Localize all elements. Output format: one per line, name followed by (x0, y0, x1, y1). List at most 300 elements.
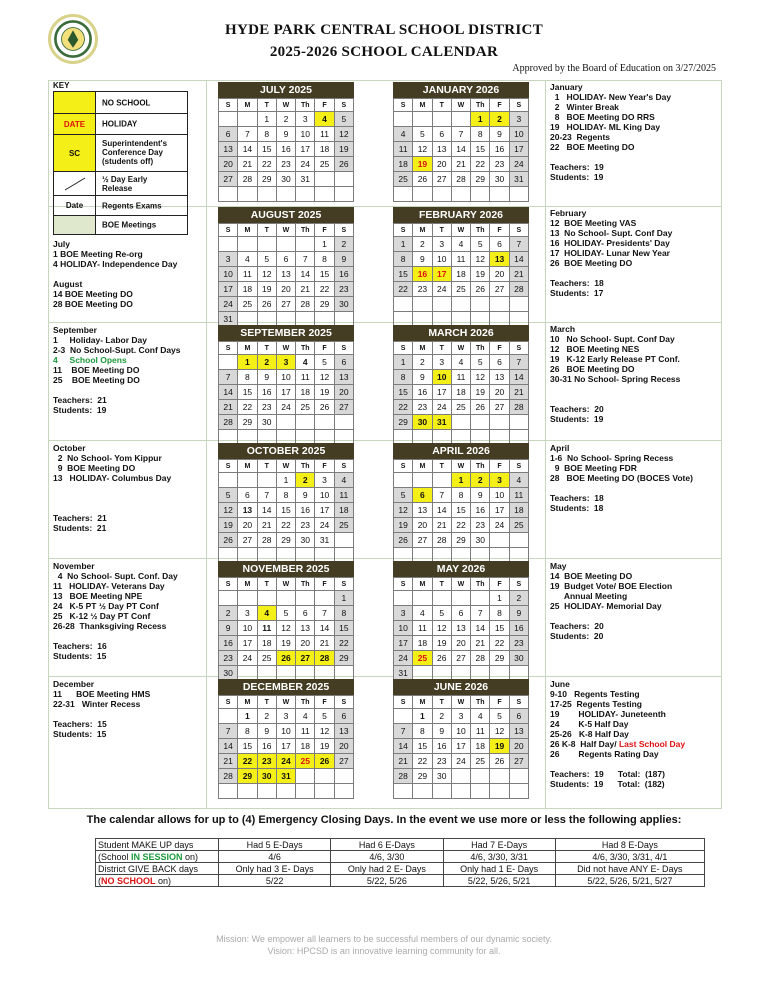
weekday-label: F (490, 460, 509, 473)
day-cell: 10 (394, 621, 413, 636)
note-line: 26 K-8 Half Day/ Last School Day (550, 739, 686, 749)
calendar-november-2025 (218, 561, 354, 681)
note-line: 4 HOLIDAY- Independence Day (53, 259, 178, 269)
day-cell: 12 (394, 503, 413, 518)
day-cell: 29 (451, 533, 470, 548)
note-line: 9-10 Regents Testing (550, 689, 640, 699)
day-cell: 17 (394, 636, 413, 651)
day-cell: 18 (296, 739, 315, 754)
day-cell: 10 (490, 488, 509, 503)
day-cell: 22 (471, 157, 490, 172)
day-cell: 24 (315, 518, 334, 533)
day-cell (296, 415, 315, 430)
key-row-regents: Date Regents Exams (54, 196, 187, 216)
day-cell: 2 (413, 355, 432, 370)
day-cell: 26 (471, 400, 490, 415)
day-cell: 14 (315, 621, 334, 636)
weekday-label: Th (296, 460, 315, 473)
note-line: Students: 21 (53, 523, 107, 533)
day-cell: 2 (276, 112, 295, 127)
day-cell: 31 (315, 533, 334, 548)
note-line: Teachers: 21 (53, 513, 107, 523)
note-line: Teachers: 18 (550, 278, 604, 288)
day-cell: 23 (413, 282, 432, 297)
weekday-label: Th (471, 342, 490, 355)
notes-march (550, 324, 680, 424)
note-line: 8 BOE Meeting DO RRS (550, 112, 655, 122)
day-cell: 7 (451, 127, 470, 142)
emergency-cell: Had 5 E-Days (219, 839, 331, 851)
note-line (550, 759, 685, 769)
divider (48, 808, 722, 809)
day-cell: 12 (315, 724, 334, 739)
day-cell: 4 (394, 127, 413, 142)
day-cell (257, 473, 276, 488)
day-cell: 21 (509, 267, 528, 282)
vision-statement: Vision: HPCSD is an innovative learning community for all. (267, 946, 501, 956)
weekday-label: M (238, 224, 257, 237)
weekday-label: Th (471, 460, 490, 473)
day-cell: 5 (471, 237, 490, 252)
notes-september (53, 325, 181, 415)
day-cell: 7 (257, 488, 276, 503)
day-cell: 3 (490, 473, 509, 488)
day-cell: 15 (471, 142, 490, 157)
day-cell (394, 784, 413, 799)
day-cell: 16 (471, 503, 490, 518)
weekday-label: Th (471, 224, 490, 237)
note-line: Teachers: 20 (550, 621, 604, 631)
day-cell: 18 (394, 157, 413, 172)
weekday-label: T (432, 99, 451, 112)
day-cell: 11 (315, 127, 334, 142)
note-line (550, 611, 672, 621)
day-cell: 22 (257, 157, 276, 172)
day-cell (451, 769, 470, 784)
day-cell (334, 769, 353, 784)
day-cell: 26 (334, 157, 353, 172)
day-cell: 22 (413, 754, 432, 769)
day-cell: 2 (296, 473, 315, 488)
day-cell: 17 (276, 739, 295, 754)
day-cell: 28 (451, 172, 470, 187)
key-title: KEY (53, 81, 70, 90)
day-cell: 20 (490, 267, 509, 282)
day-cell: 20 (238, 518, 257, 533)
day-cell (334, 784, 353, 799)
day-cell (315, 591, 334, 606)
day-cell: 31 (296, 172, 315, 187)
day-cell: 25 (451, 282, 470, 297)
day-cell: 13 (296, 621, 315, 636)
day-cell: 4 (296, 355, 315, 370)
day-cell: 26 (432, 651, 451, 666)
day-cell: 8 (315, 252, 334, 267)
day-cell (471, 769, 490, 784)
approved-note: Approved by the Board of Education on 3/27/2025 (512, 63, 716, 74)
weekday-label: M (413, 224, 432, 237)
day-cell (490, 769, 509, 784)
day-cell: 7 (394, 724, 413, 739)
note-line (550, 384, 680, 394)
emergency-row (96, 863, 705, 875)
day-cell: 27 (509, 754, 528, 769)
emergency-cell: (School IN SESSION on) (96, 851, 219, 863)
weekday-label: T (432, 460, 451, 473)
day-cell: 30 (509, 651, 528, 666)
day-cell (257, 591, 276, 606)
day-cell: 5 (432, 606, 451, 621)
day-cell: 17 (219, 282, 238, 297)
day-cell: 1 (394, 355, 413, 370)
note-line: 10 No School- Supt. Conf Day (550, 334, 675, 344)
day-cell: 7 (471, 606, 490, 621)
day-cell: 23 (490, 157, 509, 172)
day-cell: 17 (276, 385, 295, 400)
day-cell: 4 (257, 606, 276, 621)
note-line: 25 BOE Meeting DO (53, 375, 140, 385)
day-cell: 15 (238, 739, 257, 754)
day-cell: 19 (471, 385, 490, 400)
day-cell: 17 (238, 636, 257, 651)
day-cell: 23 (257, 754, 276, 769)
weekday-label: W (451, 460, 470, 473)
day-cell: 12 (471, 252, 490, 267)
day-cell (276, 237, 295, 252)
day-cell: 12 (471, 370, 490, 385)
day-cell (219, 112, 238, 127)
note-line: 17-25 Regents Testing (550, 699, 642, 709)
day-cell: 1 (238, 709, 257, 724)
day-cell (413, 187, 432, 202)
day-cell: 4 (296, 709, 315, 724)
day-cell: 11 (334, 488, 353, 503)
day-cell: 12 (432, 621, 451, 636)
day-cell: 8 (451, 488, 470, 503)
note-line: 1 HOLIDAY- New Year's Day (550, 92, 672, 102)
day-cell (238, 473, 257, 488)
weekday-label: Th (471, 696, 490, 709)
day-cell: 13 (490, 370, 509, 385)
day-cell (334, 533, 353, 548)
note-line: Annual Meeting (550, 591, 628, 601)
note-line: 11 BOE Meeting DO (53, 365, 140, 375)
day-cell: 9 (490, 127, 509, 142)
day-cell: 25 (238, 297, 257, 312)
day-cell (451, 784, 470, 799)
day-cell: 17 (315, 503, 334, 518)
day-cell: 1 (451, 473, 470, 488)
day-cell (315, 172, 334, 187)
day-cell: 21 (296, 282, 315, 297)
day-cell (394, 473, 413, 488)
day-cell: 25 (257, 651, 276, 666)
day-cell: 21 (257, 518, 276, 533)
day-cell: 22 (238, 400, 257, 415)
weekday-label: F (315, 578, 334, 591)
day-cell: 16 (257, 739, 276, 754)
day-cell: 23 (432, 754, 451, 769)
day-cell: 18 (413, 636, 432, 651)
day-cell (296, 187, 315, 202)
day-cell: 17 (451, 739, 470, 754)
day-cell: 2 (490, 112, 509, 127)
day-cell (490, 415, 509, 430)
day-cell: 10 (238, 621, 257, 636)
day-cell: 28 (509, 282, 528, 297)
day-cell: 13 (413, 503, 432, 518)
day-cell: 22 (490, 636, 509, 651)
day-cell: 31 (432, 415, 451, 430)
day-cell: 6 (451, 606, 470, 621)
day-cell: 13 (334, 724, 353, 739)
day-cell: 21 (432, 518, 451, 533)
day-cell: 13 (490, 252, 509, 267)
calendar-december-2025 (218, 679, 354, 799)
day-cell (238, 237, 257, 252)
notes-january (550, 82, 671, 182)
emergency-cell: 4/6, 3/30, 3/31, 4/1 (555, 851, 704, 863)
day-cell: 3 (509, 112, 528, 127)
day-cell (451, 112, 470, 127)
day-cell: 14 (509, 252, 528, 267)
day-cell: 3 (296, 112, 315, 127)
note-line (53, 493, 171, 503)
weekday-label: S (509, 99, 528, 112)
day-cell: 5 (276, 606, 295, 621)
emergency-cell: 5/22 (219, 875, 331, 887)
day-cell (471, 415, 490, 430)
note-line: 11 BOE Meeting HMS (53, 689, 151, 699)
day-cell (490, 297, 509, 312)
note-line: 24 K-5 PT ½ Day PT Conf (53, 601, 159, 611)
note-line: August (53, 279, 83, 289)
day-cell: 13 (276, 267, 295, 282)
day-cell: 27 (276, 297, 295, 312)
day-cell: 16 (296, 503, 315, 518)
weekday-label: T (432, 696, 451, 709)
day-cell (296, 769, 315, 784)
day-cell: 23 (413, 400, 432, 415)
day-cell: 29 (490, 651, 509, 666)
day-cell: 3 (238, 606, 257, 621)
weekday-label: T (257, 224, 276, 237)
emergency-cell: 4/6 (219, 851, 331, 863)
day-cell: 28 (219, 415, 238, 430)
weekday-label: W (276, 578, 295, 591)
day-cell: 21 (315, 636, 334, 651)
note-line: September (53, 325, 97, 335)
day-cell: 20 (276, 282, 295, 297)
note-line: July (53, 239, 71, 249)
note-line: 2-3 No School-Supt. Conf Days (53, 345, 181, 355)
day-cell: 6 (238, 488, 257, 503)
day-cell (394, 187, 413, 202)
emergency-cell: Student MAKE UP days (96, 839, 219, 851)
day-cell: 10 (276, 724, 295, 739)
day-cell (296, 784, 315, 799)
day-cell: 23 (276, 157, 295, 172)
day-cell: 22 (334, 636, 353, 651)
day-cell (334, 415, 353, 430)
day-cell (413, 297, 432, 312)
day-cell (451, 415, 470, 430)
day-cell: 24 (451, 754, 470, 769)
note-line (53, 503, 171, 513)
day-cell: 26 (413, 172, 432, 187)
day-cell: 19 (315, 739, 334, 754)
day-cell: 6 (334, 355, 353, 370)
day-cell: 26 (257, 297, 276, 312)
day-cell: 30 (334, 297, 353, 312)
calendar-october-2025 (218, 443, 354, 563)
day-cell: 1 (315, 237, 334, 252)
weekday-label: T (432, 224, 451, 237)
day-cell: 3 (451, 709, 470, 724)
day-cell: 11 (509, 488, 528, 503)
day-cell: 13 (219, 142, 238, 157)
day-cell: 21 (219, 754, 238, 769)
day-cell: 4 (315, 112, 334, 127)
day-cell: 13 (238, 503, 257, 518)
weekday-label: S (334, 460, 353, 473)
note-line: 25 HOLIDAY- Memorial Day (550, 601, 662, 611)
day-cell (219, 473, 238, 488)
key-row-holiday: DATE HOLIDAY (54, 114, 187, 135)
weekday-label: M (413, 342, 432, 355)
day-cell: 12 (490, 724, 509, 739)
day-cell: 13 (509, 724, 528, 739)
note-line (53, 483, 171, 493)
note-line (550, 152, 671, 162)
day-cell (413, 112, 432, 127)
day-cell: 18 (238, 282, 257, 297)
day-cell: 20 (490, 385, 509, 400)
day-cell: 18 (315, 142, 334, 157)
weekday-label: M (238, 696, 257, 709)
day-cell: 31 (219, 312, 238, 327)
weekday-label: M (238, 99, 257, 112)
district-title: HYDE PARK CENTRAL SCHOOL DISTRICT (224, 22, 543, 38)
day-cell (432, 784, 451, 799)
divider (48, 558, 722, 559)
day-cell: 15 (451, 503, 470, 518)
day-cell: 15 (394, 385, 413, 400)
day-cell: 25 (509, 518, 528, 533)
day-cell: 15 (334, 621, 353, 636)
day-cell: 31 (394, 666, 413, 681)
day-cell (394, 591, 413, 606)
note-line: 14 BOE Meeting DO (53, 289, 133, 299)
day-cell (490, 533, 509, 548)
day-cell: 15 (257, 142, 276, 157)
mission-statement: Mission: We empower all learners to be successful members of our dynamic society. (216, 934, 552, 944)
day-cell: 1 (238, 355, 257, 370)
day-cell: 24 (276, 400, 295, 415)
day-cell: 12 (315, 370, 334, 385)
day-cell: 29 (238, 415, 257, 430)
day-cell: 14 (257, 503, 276, 518)
day-cell: 6 (432, 127, 451, 142)
day-cell: 1 (471, 112, 490, 127)
day-cell: 25 (451, 400, 470, 415)
day-cell: 18 (509, 503, 528, 518)
day-cell: 24 (490, 518, 509, 533)
emergency-cell: Had 8 E-Days (555, 839, 704, 851)
day-cell: 19 (257, 282, 276, 297)
day-cell: 4 (334, 473, 353, 488)
weekday-label: W (276, 224, 295, 237)
day-cell: 3 (276, 355, 295, 370)
day-cell: 20 (334, 385, 353, 400)
day-cell: 15 (238, 385, 257, 400)
weekday-label: M (238, 578, 257, 591)
day-cell: 3 (276, 709, 295, 724)
calendar-august-2025 (218, 207, 354, 327)
key-swatch-yellow (54, 92, 96, 113)
day-cell (219, 709, 238, 724)
day-cell (219, 784, 238, 799)
day-cell: 7 (296, 252, 315, 267)
day-cell: 26 (315, 754, 334, 769)
day-cell: 5 (315, 355, 334, 370)
day-cell: 29 (413, 769, 432, 784)
weekday-label: F (315, 696, 334, 709)
note-line: 9 BOE Meeting DO (53, 463, 136, 473)
note-line: 13 No School- Supt. Conf Day (550, 228, 673, 238)
day-cell (276, 187, 295, 202)
day-cell: 26 (276, 651, 295, 666)
month-header: AUGUST 2025 (218, 207, 354, 223)
note-line: 22-31 Winter Recess (53, 699, 141, 709)
weekday-label: S (219, 578, 238, 591)
weekday-label: S (219, 696, 238, 709)
notes-december (53, 679, 150, 739)
day-cell (238, 591, 257, 606)
calendar-may-2026 (393, 561, 529, 681)
note-line: 19 Budget Vote/ BOE Election (550, 581, 673, 591)
calendar-june-2026 (393, 679, 529, 799)
notes-february (550, 208, 672, 298)
weekday-label: T (432, 342, 451, 355)
day-cell: 1 (334, 591, 353, 606)
emergency-row (96, 875, 705, 887)
weekday-label: Th (296, 578, 315, 591)
day-cell: 26 (471, 282, 490, 297)
day-cell: 8 (413, 724, 432, 739)
day-cell: 9 (413, 370, 432, 385)
day-cell (276, 415, 295, 430)
note-line: Students: 20 (550, 631, 604, 641)
day-cell (471, 784, 490, 799)
day-cell: 11 (296, 370, 315, 385)
day-cell: 1 (413, 709, 432, 724)
day-cell: 17 (509, 142, 528, 157)
weekday-label: F (490, 99, 509, 112)
day-cell: 1 (394, 237, 413, 252)
note-line: 30-31 No School- Spring Recess (550, 374, 681, 384)
note-line: Teachers: 20 (550, 404, 604, 414)
day-cell: 3 (432, 355, 451, 370)
weekday-label: M (413, 99, 432, 112)
note-line: 1 Holiday- Labor Day (53, 335, 147, 345)
weekday-label: S (509, 342, 528, 355)
weekday-label: W (276, 99, 295, 112)
day-cell: 30 (490, 172, 509, 187)
day-cell: 29 (238, 769, 257, 784)
key-row-supt-conf: SC Superintendent's Conference Day (students off) (54, 135, 187, 172)
day-cell: 19 (413, 157, 432, 172)
